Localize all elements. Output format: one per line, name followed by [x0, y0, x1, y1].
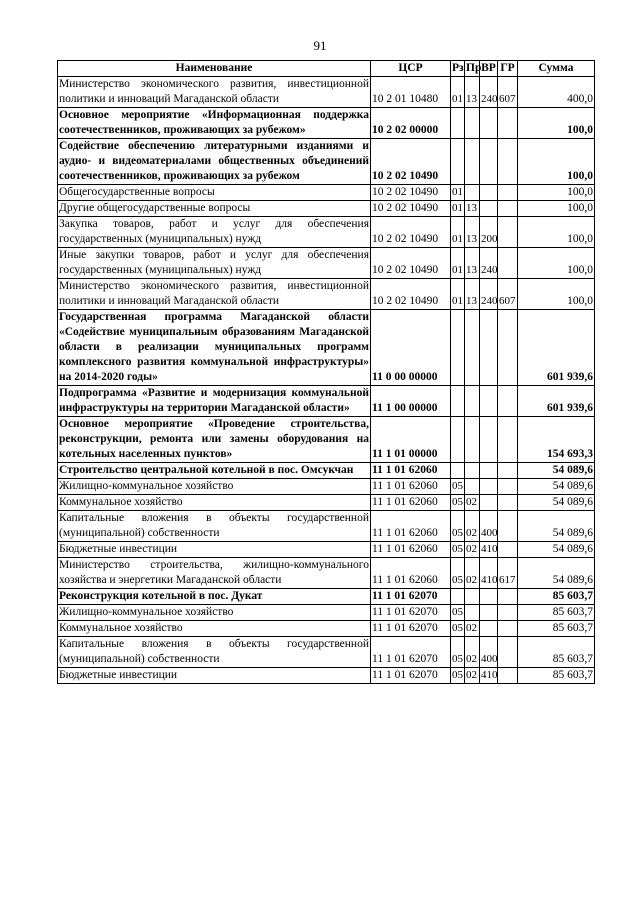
row-sum: 54 089,6 — [518, 558, 595, 589]
row-gr — [498, 495, 518, 511]
row-vr: 200 — [480, 217, 498, 248]
row-name: Общегосударственные вопросы — [58, 185, 371, 201]
row-sum: 100,0 — [518, 139, 595, 185]
header-sum: Сумма — [518, 61, 595, 77]
row-sum: 154 693,3 — [518, 417, 595, 463]
table-row — [58, 621, 595, 637]
row-rz: 05 — [451, 511, 465, 542]
row-vr: 240 — [480, 77, 498, 108]
row-name: Капитальные вложения в объекты государственной (муниципальной) собственности — [58, 637, 371, 668]
row-vr — [480, 386, 498, 417]
table-row — [58, 279, 595, 310]
table-row — [58, 310, 595, 386]
row-rz — [451, 139, 465, 185]
row-csr: 11 0 00 00000 — [371, 310, 451, 386]
row-name: Государственная программа Магаданской области «Содействие муниципальным образованиям Магаданской области в реализации муниципальных программ комплексного развития коммунальной инфраструктуры» на 2014-2020 годы» — [58, 310, 371, 386]
row-csr: 10 2 02 10490 — [371, 185, 451, 201]
row-gr — [498, 637, 518, 668]
row-name: Коммунальное хозяйство — [58, 495, 371, 511]
row-name: Иные закупки товаров, работ и услуг для обеспечения государственных (муниципальных) нужд — [58, 248, 371, 279]
row-vr: 240 — [480, 248, 498, 279]
row-vr — [480, 310, 498, 386]
table-row — [58, 495, 595, 511]
row-sum: 100,0 — [518, 108, 595, 139]
row-name: Министерство экономического развития, инвестиционной политики и инноваций Магаданской области — [58, 77, 371, 108]
table-row — [58, 139, 595, 185]
row-csr: 11 1 01 62060 — [371, 495, 451, 511]
row-sum: 601 939,6 — [518, 386, 595, 417]
row-csr: 10 2 02 10490 — [371, 217, 451, 248]
row-rz — [451, 310, 465, 386]
row-name: Бюджетные инвестиции — [58, 542, 371, 558]
row-gr — [498, 621, 518, 637]
row-sum: 54 089,6 — [518, 495, 595, 511]
header-vr: ВР — [480, 61, 498, 77]
table-row — [58, 417, 595, 463]
table-row — [58, 77, 595, 108]
page-number: 91 — [313, 38, 327, 53]
row-rz: 01 — [451, 77, 465, 108]
row-csr: 11 1 01 62070 — [371, 605, 451, 621]
row-pr: 13 — [465, 77, 480, 108]
row-rz: 05 — [451, 558, 465, 589]
row-pr: 13 — [465, 201, 480, 217]
table-body — [58, 77, 595, 684]
row-sum: 85 603,7 — [518, 621, 595, 637]
row-rz: 05 — [451, 621, 465, 637]
row-csr: 11 1 01 62070 — [371, 637, 451, 668]
row-sum: 601 939,6 — [518, 310, 595, 386]
row-vr: 410 — [480, 668, 498, 684]
row-gr: 607 — [498, 77, 518, 108]
row-rz: 05 — [451, 542, 465, 558]
header-pr: Пр — [465, 61, 480, 77]
row-csr: 11 1 01 62070 — [371, 621, 451, 637]
row-name: Реконструкция котельной в пос. Дукат — [58, 589, 371, 605]
row-csr: 11 1 01 62070 — [371, 668, 451, 684]
row-sum: 85 603,7 — [518, 637, 595, 668]
row-gr: 607 — [498, 279, 518, 310]
table-row — [58, 637, 595, 668]
row-vr — [480, 495, 498, 511]
row-gr — [498, 248, 518, 279]
row-name: Основное мероприятие «Проведение строительства, реконструкции, ремонта или замены оборудования на котельных населенных пунктов» — [58, 417, 371, 463]
row-pr: 13 — [465, 248, 480, 279]
row-sum: 100,0 — [518, 185, 595, 201]
row-vr — [480, 621, 498, 637]
row-sum: 100,0 — [518, 279, 595, 310]
table-row — [58, 108, 595, 139]
table-row — [58, 668, 595, 684]
row-name: Капитальные вложения в объекты государственной (муниципальной) собственности — [58, 511, 371, 542]
row-gr — [498, 217, 518, 248]
table-row — [58, 386, 595, 417]
row-gr — [498, 201, 518, 217]
row-csr: 10 2 02 10490 — [371, 139, 451, 185]
row-gr — [498, 589, 518, 605]
row-rz: 05 — [451, 605, 465, 621]
row-name: Подпрограмма «Развитие и модернизация коммунальной инфраструктуры на территории Магаданской области» — [58, 386, 371, 417]
header-rz: Рз — [451, 61, 465, 77]
row-rz: 01 — [451, 217, 465, 248]
budget-table — [57, 60, 595, 684]
row-gr — [498, 479, 518, 495]
row-pr — [465, 463, 480, 479]
row-pr — [465, 386, 480, 417]
row-gr — [498, 310, 518, 386]
row-sum: 100,0 — [518, 201, 595, 217]
row-csr: 10 2 02 10490 — [371, 248, 451, 279]
row-gr — [498, 139, 518, 185]
row-sum: 100,0 — [518, 217, 595, 248]
row-name: Бюджетные инвестиции — [58, 668, 371, 684]
row-name: Министерство строительства, жилищно-коммунального хозяйства и энергетики Магаданской области — [58, 558, 371, 589]
row-csr: 10 2 02 10490 — [371, 279, 451, 310]
row-sum: 54 089,6 — [518, 511, 595, 542]
row-vr — [480, 479, 498, 495]
row-gr — [498, 668, 518, 684]
row-name: Основное мероприятие «Информационная поддержка соотечественников, проживающих за рубежом» — [58, 108, 371, 139]
row-vr: 410 — [480, 542, 498, 558]
row-csr: 11 1 01 00000 — [371, 417, 451, 463]
table-header-row — [58, 61, 595, 77]
row-csr: 11 1 01 62060 — [371, 463, 451, 479]
row-pr: 02 — [465, 542, 480, 558]
table-row — [58, 479, 595, 495]
table-row — [58, 589, 595, 605]
row-sum: 54 089,6 — [518, 479, 595, 495]
row-csr: 11 1 01 62070 — [371, 589, 451, 605]
row-pr: 02 — [465, 495, 480, 511]
row-vr — [480, 589, 498, 605]
row-rz: 01 — [451, 201, 465, 217]
row-rz — [451, 386, 465, 417]
row-rz: 05 — [451, 668, 465, 684]
row-pr: 02 — [465, 621, 480, 637]
row-pr — [465, 108, 480, 139]
row-csr: 11 1 00 00000 — [371, 386, 451, 417]
row-sum: 54 089,6 — [518, 463, 595, 479]
row-rz: 05 — [451, 479, 465, 495]
row-rz — [451, 417, 465, 463]
row-rz: 05 — [451, 637, 465, 668]
row-rz: 05 — [451, 495, 465, 511]
row-vr — [480, 185, 498, 201]
row-gr — [498, 542, 518, 558]
row-rz: 01 — [451, 185, 465, 201]
row-vr: 400 — [480, 511, 498, 542]
table-row — [58, 542, 595, 558]
table-row — [58, 558, 595, 589]
row-pr: 02 — [465, 558, 480, 589]
header-name: Наименование — [58, 61, 371, 77]
row-pr: 13 — [465, 217, 480, 248]
row-vr: 240 — [480, 279, 498, 310]
row-pr — [465, 479, 480, 495]
row-pr: 02 — [465, 511, 480, 542]
row-gr — [498, 386, 518, 417]
row-vr — [480, 463, 498, 479]
header-gr: ГР — [498, 61, 518, 77]
row-name: Коммунальное хозяйство — [58, 621, 371, 637]
row-pr — [465, 310, 480, 386]
table-row — [58, 605, 595, 621]
row-csr: 11 1 01 62060 — [371, 542, 451, 558]
row-gr — [498, 108, 518, 139]
row-gr — [498, 417, 518, 463]
row-sum: 85 603,7 — [518, 668, 595, 684]
row-pr — [465, 185, 480, 201]
row-rz: 01 — [451, 279, 465, 310]
table-row — [58, 185, 595, 201]
row-pr — [465, 605, 480, 621]
row-vr — [480, 108, 498, 139]
row-csr: 10 2 02 10490 — [371, 201, 451, 217]
table-row — [58, 463, 595, 479]
row-vr — [480, 201, 498, 217]
row-sum: 100,0 — [518, 248, 595, 279]
row-name: Жилищно-коммунальное хозяйство — [58, 479, 371, 495]
row-gr — [498, 185, 518, 201]
row-csr: 11 1 01 62060 — [371, 558, 451, 589]
row-name: Министерство экономического развития, инвестиционной политики и инноваций Магаданской области — [58, 279, 371, 310]
row-csr: 11 1 01 62060 — [371, 479, 451, 495]
row-rz — [451, 463, 465, 479]
row-pr: 02 — [465, 637, 480, 668]
row-csr: 11 1 01 62060 — [371, 511, 451, 542]
table-row — [58, 248, 595, 279]
row-gr — [498, 463, 518, 479]
row-name: Закупка товаров, работ и услуг для обеспечения государственных (муниципальных) нужд — [58, 217, 371, 248]
row-name: Строительство центральной котельной в пос. Омсукчан — [58, 463, 371, 479]
row-pr: 02 — [465, 668, 480, 684]
row-vr: 410 — [480, 558, 498, 589]
row-gr: 617 — [498, 558, 518, 589]
row-pr — [465, 417, 480, 463]
header-csr: ЦСР — [371, 61, 451, 77]
row-pr — [465, 589, 480, 605]
row-vr — [480, 139, 498, 185]
row-name: Другие общегосударственные вопросы — [58, 201, 371, 217]
row-sum: 54 089,6 — [518, 542, 595, 558]
row-csr: 10 2 02 00000 — [371, 108, 451, 139]
row-vr — [480, 417, 498, 463]
row-rz — [451, 589, 465, 605]
row-sum: 85 603,7 — [518, 605, 595, 621]
table-row — [58, 201, 595, 217]
table-row — [58, 511, 595, 542]
row-sum: 400,0 — [518, 77, 595, 108]
row-pr: 13 — [465, 279, 480, 310]
row-sum: 85 603,7 — [518, 589, 595, 605]
row-rz — [451, 108, 465, 139]
row-pr — [465, 139, 480, 185]
row-name: Содействие обеспечению литературными изданиями и аудио- и видеоматериалами общественных объединений соотечественников, проживающих за рубежом — [58, 139, 371, 185]
row-rz: 01 — [451, 248, 465, 279]
table-row — [58, 217, 595, 248]
row-csr: 10 2 01 10480 — [371, 77, 451, 108]
row-vr: 400 — [480, 637, 498, 668]
row-vr — [480, 605, 498, 621]
row-name: Жилищно-коммунальное хозяйство — [58, 605, 371, 621]
row-gr — [498, 605, 518, 621]
row-gr — [498, 511, 518, 542]
